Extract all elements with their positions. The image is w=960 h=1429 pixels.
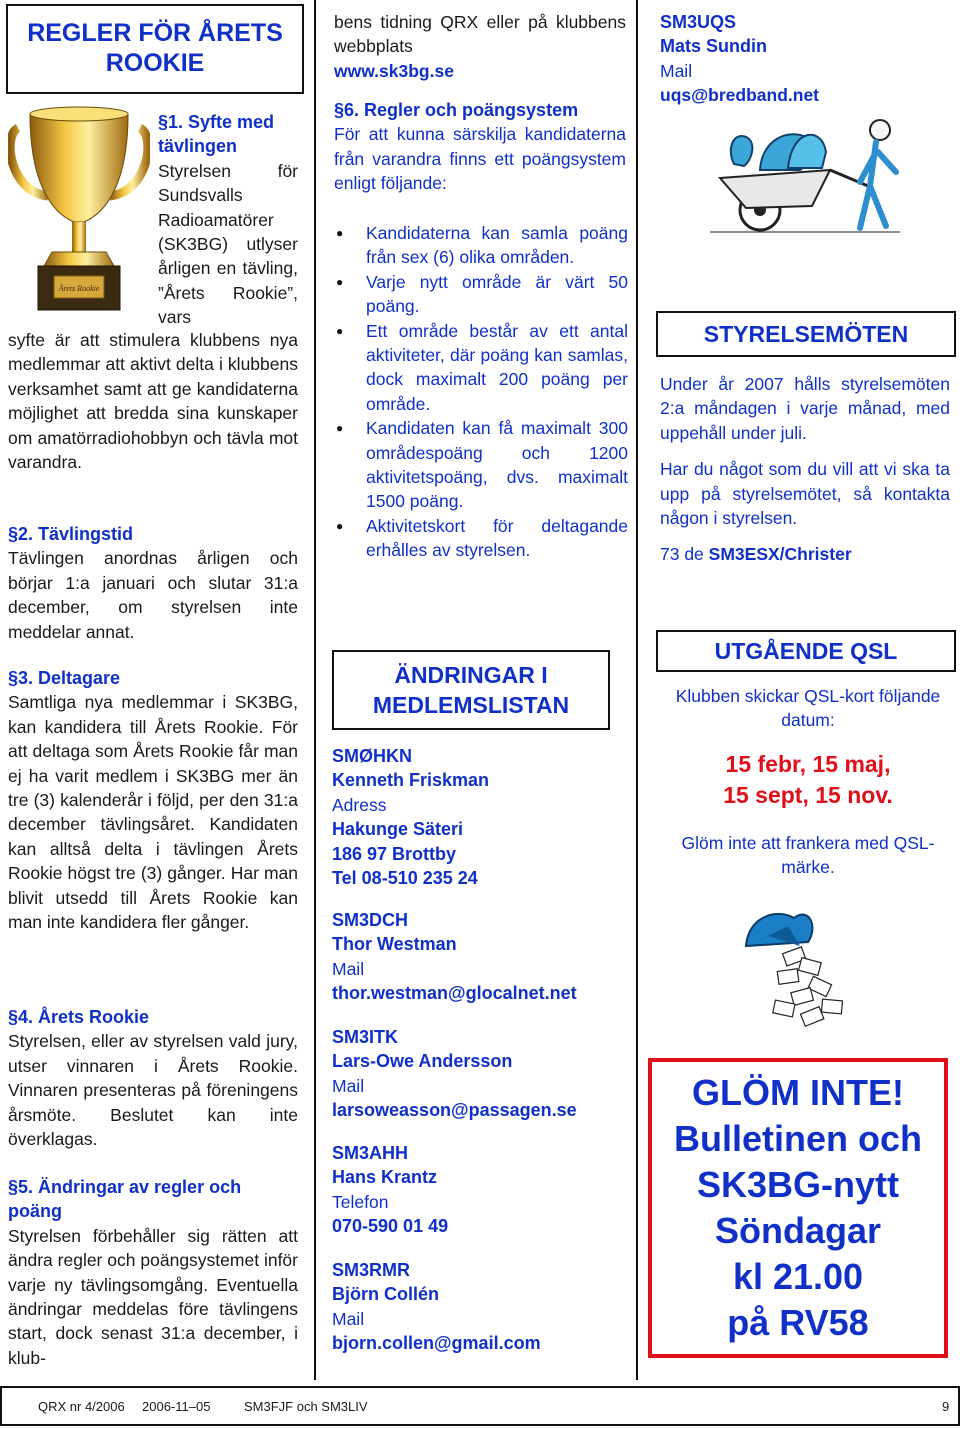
board-meetings (660, 372, 950, 567)
outgoing-qsl-title: UTGÅENDE QSL (656, 630, 956, 672)
qsl-intro: Klubben skickar QSL-kort följande datum: (675, 686, 941, 731)
section-1-body-full: syfte är att stimulera klubbens nya medlemmar att aktivt delta i klubbens verksamhet samt att ge kandidaterna möjlighet att bredda sina kunskaper om amatörradiohobbyn och tävla mot varandra. (8, 330, 298, 473)
member-value[interactable]: larsoweasson@passagen.se (332, 1100, 577, 1121)
section-5-body: Styrelsen förbehåller sig rätten att ändra regler och poängsystemet inför varje ny tävlingsomgång. Eventuella ändringar meddelas före tävlingens start, dock senast 31:a december, i klub- (8, 1225, 298, 1368)
footer-date: 2006-11–05 (142, 1399, 211, 1414)
bullet-list (332, 221, 628, 563)
member-name: Lars-Owe Andersson (332, 1051, 513, 1072)
member-call: SM3ITK (332, 1027, 399, 1047)
qsl-dates-2: 15 sept, 15 nov. (723, 781, 893, 808)
reminder-line: på RV58 (727, 1302, 869, 1343)
signature-call: SM3ESX/Christer (708, 544, 852, 565)
trophy-plate-text: Årets Rookie (58, 284, 100, 293)
member-value[interactable]: bjorn.collen@gmail.com (332, 1333, 541, 1354)
member-entry (332, 744, 632, 890)
section-3 (8, 666, 298, 934)
member-field-label: Mail (332, 1308, 365, 1329)
member-name: Hans Krantz (332, 1167, 438, 1188)
bullet-item: ● Ett område består av ett antal aktiviteter, där poäng kan samlas, dock maximalt 200 poäng per område. (332, 319, 628, 417)
section-1-heading: §1. Syfte med tävlingen (158, 112, 275, 157)
section-2-heading: §2. Tävlingstid (8, 524, 134, 544)
reminder-line: GLÖM INTE! (692, 1072, 904, 1113)
wheelbarrow-cartoon-image (700, 108, 910, 238)
column-rules (0, 0, 316, 1380)
section-6-heading: §6. Regler och poängsystem (334, 100, 579, 120)
reminder-line: SK3BG-nytt (696, 1164, 899, 1205)
section-5-continued (334, 10, 626, 83)
member-call: SMØHKN (332, 746, 412, 766)
section-4 (8, 1005, 298, 1151)
top-member-entry (660, 10, 950, 108)
top-member-label: Mail (660, 60, 693, 81)
signature-prefix: 73 de (660, 544, 704, 565)
qsl-reminder: Glöm inte att frankera med QSL-märke. (681, 832, 935, 878)
footer-authors: SM3FJF och SM3LIV (244, 1399, 368, 1414)
member-call: SM3RMR (332, 1260, 411, 1280)
member-entry (332, 1258, 632, 1356)
member-call: SM3AHH (332, 1143, 409, 1163)
mailbag-image (738, 906, 864, 1032)
member-field-label: Adress (332, 794, 387, 815)
member-entry (332, 1025, 632, 1123)
member-field-label: Telefon (332, 1191, 389, 1212)
board-meetings-title: STYRELSEMÖTEN (656, 311, 956, 357)
section-6-body: För att kunna särskilja kandidaterna från varandra finns ett poängsystem enligt följande: (334, 124, 626, 194)
board-meetings-text-2: Har du något som du vill att vi ska ta upp på styrelsemötet, så kontakta någon i styrelsen. (660, 459, 950, 529)
member-entry (332, 908, 632, 1006)
section-2-body: Tävlingen anordnas årligen och börjar 1:a januari och slutar 31:a december, om styrelsen inte meddelar annat. (8, 548, 298, 642)
reminder-box (648, 1058, 948, 1358)
top-member-call: SM3UQS (660, 12, 737, 32)
continued-text: bens tidning QRX eller på klubbens webbplats (334, 12, 626, 57)
member-value: 186 97 Brottby (332, 843, 457, 864)
member-value: Hakunge Säteri (332, 819, 464, 840)
section-6 (334, 98, 626, 196)
top-member-name: Mats Sundin (660, 36, 767, 57)
bullet-item: ● Kandidaterna kan samla poäng från sex (6) olika områden. (332, 221, 628, 270)
rules-title: REGLER FÖR ÅRETS ROOKIE (6, 4, 304, 94)
reminder-line: kl 21.00 (732, 1256, 864, 1297)
section-3-heading: §3. Deltagare (8, 668, 121, 688)
section-1-body-right: Styrelsen för Sundsvalls Radioamatörer (SK3BG) utlyser årligen en tävling, ”Årets Rookie”, vars (158, 160, 298, 328)
footer-issue: QRX nr 4/2006 (38, 1399, 125, 1414)
section-1-intro (158, 110, 298, 330)
reminder-line: Bulletinen och (673, 1118, 922, 1159)
board-meetings-text-1: Under år 2007 hålls styrelsemöten 2:a måndagen i varje månad, med uppehåll under juli. (660, 374, 950, 443)
reminder-line: Söndagar (714, 1210, 882, 1251)
member-call: SM3DCH (332, 910, 409, 930)
member-name: Björn Collén (332, 1284, 439, 1305)
section-5-heading: §5. Ändringar av regler och poäng (8, 1177, 242, 1222)
top-member-mail[interactable]: uqs@bredband.net (660, 85, 820, 106)
qsl-dates-1: 15 febr, 15 maj, (725, 750, 891, 777)
member-field-label: Mail (332, 1075, 365, 1096)
member-field-label: Mail (332, 958, 365, 979)
member-changes-title: ÄNDRINGAR I MEDLEMSLISTAN (332, 650, 610, 730)
member-name: Thor Westman (332, 934, 457, 955)
club-website-link[interactable]: www.sk3bg.se (334, 60, 454, 81)
section-1-continued (8, 328, 298, 474)
member-value: 070-590 01 49 (332, 1216, 449, 1237)
outgoing-qsl (668, 684, 948, 880)
member-value[interactable]: thor.westman@glocalnet.net (332, 983, 577, 1004)
member-name: Kenneth Friskman (332, 770, 490, 791)
footer-page-number: 9 (942, 1399, 950, 1414)
trophy-image (8, 100, 150, 318)
bullet-item: ● Aktivitetskort för deltagande erhålles av styrelsen. (332, 514, 628, 563)
member-entry (332, 1141, 632, 1239)
section-5 (8, 1175, 298, 1370)
section-3-body: Samtliga nya medlemmar i SK3BG, kan kandidera till Årets Rookie. För att deltaga som Årets Rookie får man ej ha varit medlem i SK3BG mer än tre (3) kalenderår i följd, per den 31:a december tävlingsåret. Kandidaten kan alltså delta i tävlingen Årets Rookie högst tre (3) gånger. Har man blivit utsedd till Årets Rookie kan man inte kandidera fler gånger. (8, 692, 298, 933)
bullet-item: ● Varje nytt område är värt 50 poäng. (332, 270, 628, 319)
section-4-body: Styrelsen, eller av styrelsen vald jury, utser vinnaren i Årets Rookie. Vinnaren presenteras på föreningens årsmöte. Beslutet kan inte överklagas. (8, 1031, 298, 1150)
section-4-heading: §4. Årets Rookie (8, 1007, 150, 1027)
member-value: Tel 08-510 235 24 (332, 868, 478, 889)
bullet-item: ● Kandidaten kan få maximalt 300 områdespoäng och 1200 aktivitetspoäng, dvs. maximalt 1500 poäng. (332, 416, 628, 514)
section-2 (8, 522, 298, 644)
board-meetings-signature (660, 542, 950, 566)
points-list (332, 221, 628, 563)
page-footer (0, 1386, 960, 1426)
